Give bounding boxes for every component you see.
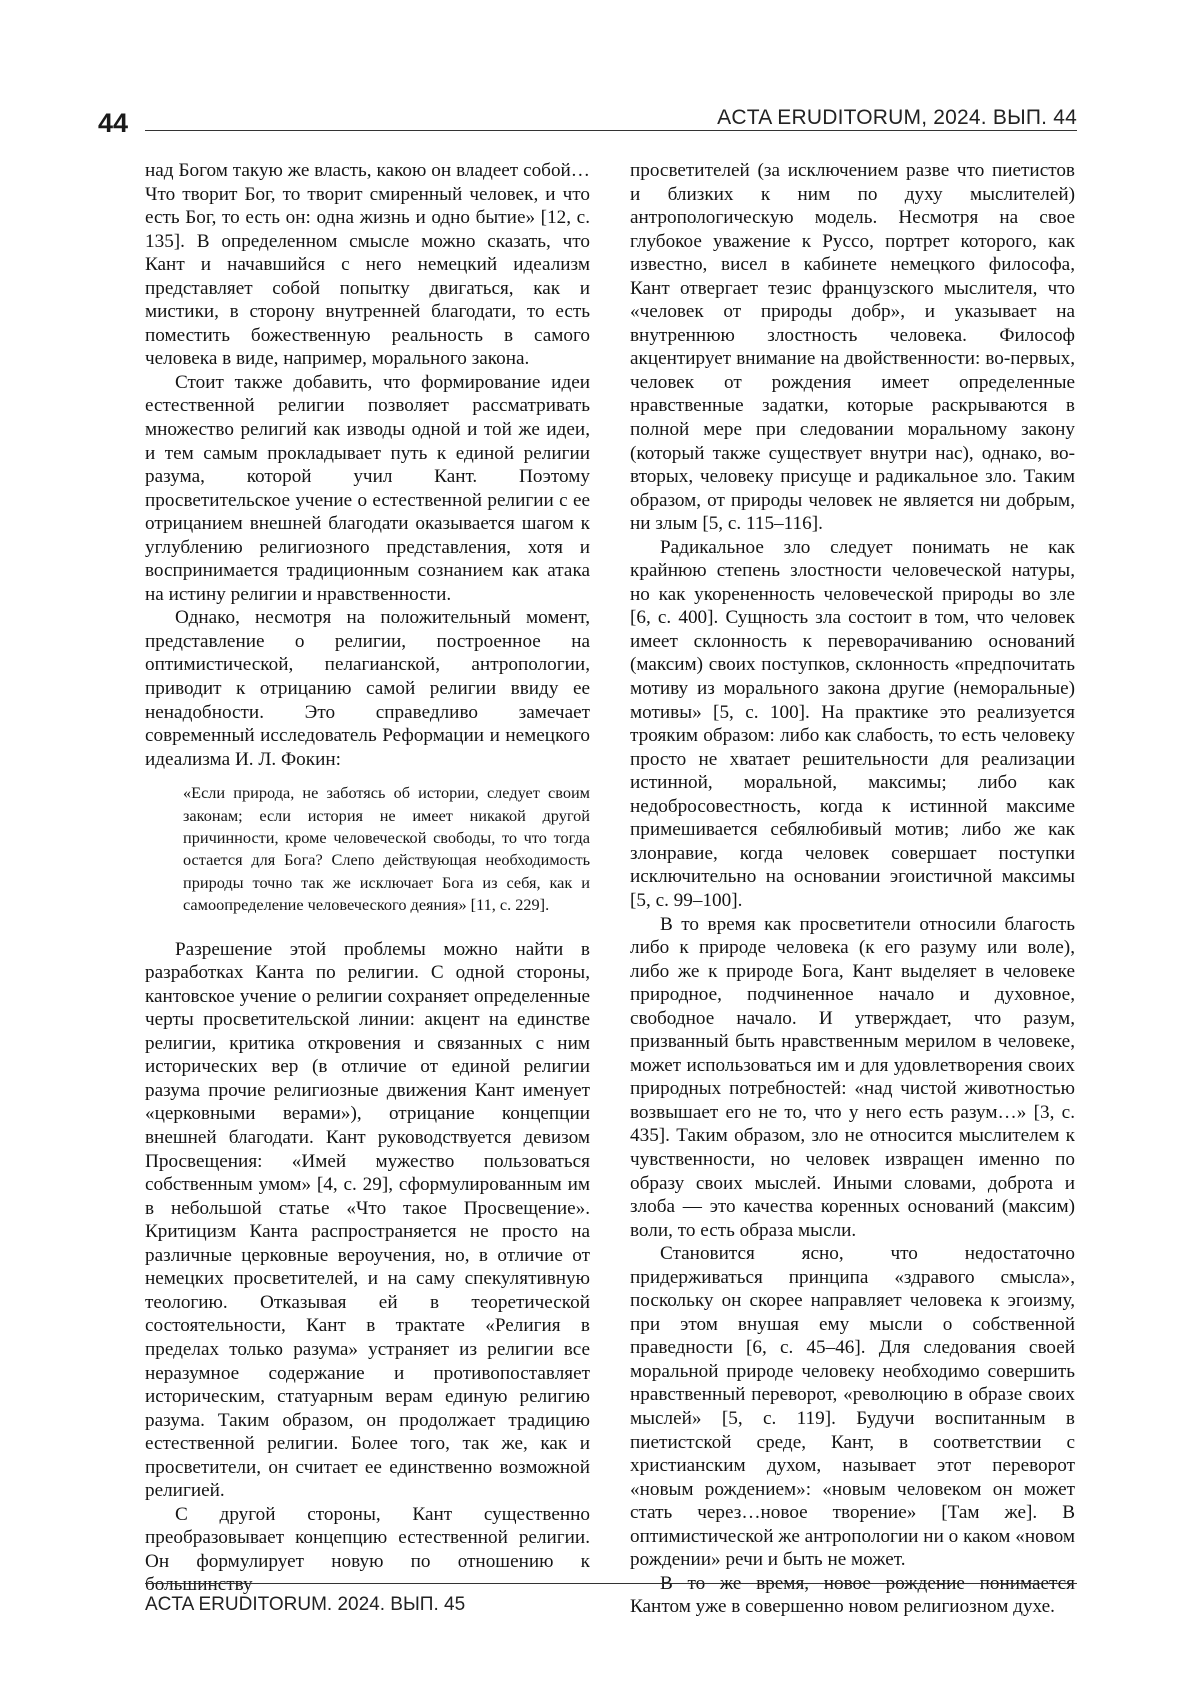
paragraph: Разрешение этой проблемы можно найти в разработках Канта по религии. С одной стороны, кантовское учение о религии сохраняет определенные черты просветительской линии: акцент на единстве религии, критика откровения и связанных с ним исторических вер (в отличие от единой религии разума прочие религиозные движения Кант именует «церковными верами»), отрицание концепции внешней благодати. Кант руководствуется девизом Просвещения: «Имей мужество пользоваться собственным умом» [4, с. 29], сформулированным им в небольшой статье «Что такое Просвещение». Критицизм Канта распространяется не просто на различные церковные вероучения, но, в отличие от немецких просветителей, и на саму спекулятивную теологию. Отказывая ей в теоретической состоятельности, Кант в трактате «Религия в пределах только разума» устраняет из религии все неразумное содержание и противопоставляет историческим, статуарным верам единую религию разума. Таким образом, он продолжает традицию естественной религии. Более того, так же, как и просветители, он считает ее единственно возможной религией. [145, 938, 590, 1502]
paragraph: С другой стороны, Кант существенно преобразовывает концепцию естественной религии. Он формулирует новую по отношению к большинству [145, 1503, 590, 1596]
quote-text: «Если природа, не заботясь об истории, следует своим законам; если история не имеет никакой другой причинности, кроме человеческой свободы, то что тогда остается для Бога? Слепо действующая необходимость природы точно так же исключает Бога из себя, как и самоопределение человеческого деяния» [11, с. 229]. [183, 783, 590, 915]
running-head: ACTA ERUDITORUM, 2024. ВЫП. 44 [717, 106, 1077, 129]
running-footer: ACTA ERUDITORUM. 2024. ВЫП. 45 [145, 1594, 466, 1615]
block-quote [183, 782, 590, 916]
right-column [630, 159, 1075, 1619]
paragraph: Радикальное зло следует понимать не как крайнюю степень злостности человеческой натуры, но как укорененность человеческой природы во зле [6, с. 400]. Сущность зла состоит в том, что человек имеет склонность к переворачиванию оснований (максим) своих поступков, склонность «предпочитать мотиву из морального закона другие (неморальные) мотивы» [5, с. 100]. На практике это реализуется трояким образом: либо как слабость, то есть человеку просто не хватает решительности для реализации истинной, моральной, максимы; либо как недобросовестность, когда к истинной максиме примешивается себялюбивый мотив; либо же как злонравие, когда человек совершает поступки исключительно на основании эгоистичной максимы [5, с. 99–100]. [630, 536, 1075, 911]
header-rule [145, 130, 1077, 131]
page-number: 44 [98, 108, 129, 138]
paragraph: В то же время, новое рождение понимается Кантом уже в совершенно новом религиозном духе. [630, 1572, 1075, 1618]
paragraph: Однако, несмотря на положительный момент, представление о религии, построенное на оптимистической, пелагианской, антропологии, приводит к отрицанию самой религии ввиду ее ненадобности. Это справедливо замечает современный исследователь Реформации и немецкого идеализма И. Л. Фокин: [145, 607, 590, 770]
footer-rule [145, 1583, 1077, 1584]
paragraph: над Богом такую же власть, какою он владеет собой… Что творит Бог, то творит смиренный человек, и что есть Бог, то есть он: одна жизнь и одно бытие» [12, с. 135]. В определенном смысле можно сказать, что Кант и начавшийся с него немецкий идеализм представляет собой попытку двигаться, как и мистики, в сторону внутренней благодати, то есть поместить божественную реальность в самого человека в виде, например, морального закона. [145, 160, 590, 370]
paragraph: Стоит также добавить, что формирование идеи естественной религии позволяет рассматривать множество религий как изводы одной и той же идеи, и тем самым прокладывает путь к единой религии разума, которой учил Кант. Поэтому просветительское учение о естественной религии с ее отрицанием внешней благодати оказывается шагом к углублению религиозного представления, хотя и воспринимается традиционным сознанием как атака на истину религии и нравственности. [145, 371, 590, 605]
page-header [0, 0, 1200, 140]
paragraph: В то время как просветители относили благость либо к природе человека (к его разуму или воле), либо же к природе Бога, Кант выделяет в человеке природное, подчиненное начало и духовное, свободное начало. И утверждает, что разум, призванный быть нравственным мерилом в человеке, может использоваться им и для удовлетворения своих природных потребностей: «над чистой животностью возвышает его не то, что у него есть разум…» [3, с. 435]. Таким образом, зло не относится мыслителем к чувственности, но человек извращен именно по образу своих мыслей. Иными словами, доброта и злоба — это качества коренных оснований (максим) воли, то есть образа мысли. [630, 913, 1075, 1241]
paragraph: просветителей (за исключением разве что пиетистов и близких к ним по духу мыслителей) антропологическую модель. Несмотря на свое глубокое уважение к Руссо, портрет которого, как известно, висел в кабинете немецкого философа, Кант отвергает тезис французского мыслителя, что «человек от природы добр», и указывает на внутреннюю злостность человека. Философ акцентирует внимание на двойственности: во-первых, человек от рождения имеет определенные нравственные задатки, которые раскрываются в полной мере при следовании моральному закону (который также существует внутри нас), однако, во-вторых, человеку присуще и радикальное зло. Таким образом, от природы человек не является ни добрым, ни злым [5, с. 115–116]. [630, 160, 1075, 535]
left-column [145, 159, 590, 1597]
paragraph: Становится ясно, что недостаточно придерживаться принципа «здравого смысла», поскольку он скорее направляет человека к эгоизму, при этом внушая ему мысли о собственной праведности [6, с. 45–46]. Для следования своей моральной природе человеку необходимо совершить нравственный переворот, «революцию в образе своих мыслей» [5, с. 119]. Будучи воспитанным в пиетистской среде, Кант, в соответствии с христианским духом, называет этот переворот «новым рождением»: «новым человеком он может стать через…новое творение» [Там же]. В оптимистической же антропологии ни о каком «новом рождении» речи и быть не может. [630, 1243, 1075, 1571]
